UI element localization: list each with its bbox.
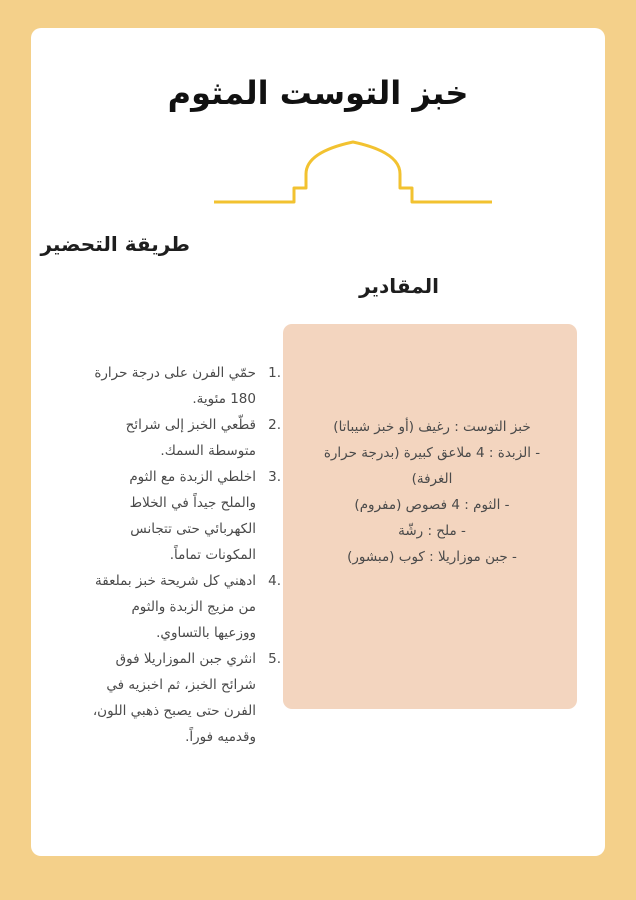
- step-number: 5.: [268, 651, 281, 667]
- step-text: انثري جبن الموزاريلا فوق شرائح الخبز، ثم اخبزيه في الفرن حتى يصبح ذهبي اللون، وقدميه فوراً.: [92, 651, 256, 745]
- step-number: 1.: [268, 365, 281, 381]
- method-heading: طريقة التحضير: [40, 232, 190, 256]
- ingredients-box: [283, 324, 577, 709]
- ingredient-item: - الزبدة : 4 ملاعق كبيرة (بدرجة حرارة الغرفة): [323, 445, 541, 487]
- list-item: [91, 568, 281, 646]
- ingredients-heading: المقادير: [359, 274, 439, 298]
- list-item: [91, 360, 281, 412]
- step-text: حمّي الفرن على درجة حرارة 180 مئوية.: [94, 365, 256, 407]
- ingredient-item: - ملح : رشّة: [398, 523, 466, 539]
- step-text: اخلطي الزبدة مع الثوم والملح جيداً في الخلاط الكهربائي حتى تتجانس المكونات تماماً.: [129, 469, 256, 563]
- step-number: 2.: [268, 417, 281, 433]
- step-text: قطّعي الخبز إلى شرائح متوسطة السمك.: [125, 417, 256, 459]
- step-number: 4.: [268, 573, 281, 589]
- steps-list: [91, 360, 281, 750]
- step-number: 3.: [268, 469, 281, 485]
- step-text: ادهني كل شريحة خبز بملعقة من مزيج الزبدة والثوم ووزعيها بالتساوي.: [95, 573, 256, 641]
- list-item: [91, 412, 281, 464]
- page-title: خبز التوست المثوم: [167, 74, 469, 112]
- ingredient-item: خبز التوست : رغيف (أو خبز شيباتا): [333, 419, 531, 435]
- ingredient-item: - جبن موزاريلا : كوب (مبشور): [347, 549, 517, 565]
- ingredient-item: - الثوم : 4 فصوص (مفروم): [354, 497, 510, 513]
- ingredients-list: [317, 414, 547, 570]
- dome-divider-icon: [214, 140, 492, 206]
- list-item: [91, 646, 281, 750]
- list-item: [91, 464, 281, 568]
